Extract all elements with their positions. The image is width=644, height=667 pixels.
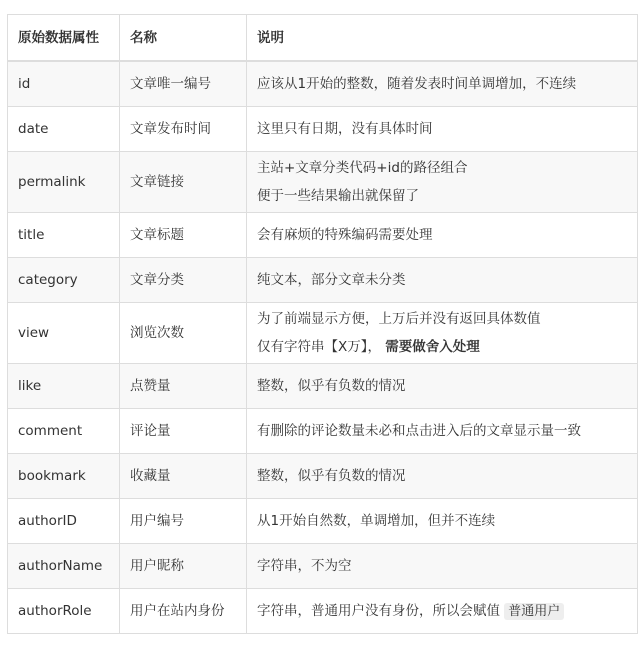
data-attributes-table-container	[7, 14, 637, 634]
table-row	[8, 258, 638, 303]
data-attributes-table	[7, 14, 638, 634]
cell-name: 点赞量	[120, 364, 247, 409]
desc-line	[257, 333, 627, 361]
cell-desc: 从1开始自然数，单调增加，但并不连续	[247, 499, 638, 544]
cell-name: 收藏量	[120, 454, 247, 499]
table-row	[8, 107, 638, 152]
cell-name: 文章分类	[120, 258, 247, 303]
cell-attr: view	[8, 303, 120, 364]
table-row	[8, 303, 638, 364]
cell-desc: 字符串，不为空	[247, 544, 638, 589]
header-attr: 原始数据属性	[8, 15, 120, 62]
table-row	[8, 61, 638, 107]
cell-desc	[247, 589, 638, 634]
table-row	[8, 409, 638, 454]
desc-line: 便于一些结果输出就保留了	[257, 188, 419, 204]
cell-desc	[247, 303, 638, 364]
cell-name: 文章链接	[120, 152, 247, 213]
cell-desc: 会有麻烦的特殊编码需要处理	[247, 213, 638, 258]
cell-attr: permalink	[8, 152, 120, 213]
cell-name: 文章唯一编号	[120, 61, 247, 107]
cell-name: 文章发布时间	[120, 107, 247, 152]
cell-name: 用户在站内身份	[120, 589, 247, 634]
desc-line: 主站+文章分类代码+id的路径组合	[257, 160, 468, 176]
cell-name: 用户编号	[120, 499, 247, 544]
cell-attr: id	[8, 61, 120, 107]
cell-desc: 这里只有日期，没有具体时间	[247, 107, 638, 152]
desc-bold-text: 需要做舍入处理	[385, 339, 480, 355]
cell-attr: date	[8, 107, 120, 152]
desc-plain-text: 字符串，普通用户没有身份，所以会赋值	[257, 602, 500, 619]
cell-desc: 整数，似乎有负数的情况	[247, 364, 638, 409]
cell-attr: category	[8, 258, 120, 303]
cell-name: 评论量	[120, 409, 247, 454]
cell-attr: bookmark	[8, 454, 120, 499]
desc-plain-text: 仅有字符串【X万】，	[257, 339, 381, 355]
cell-name: 浏览次数	[120, 303, 247, 364]
cell-desc: 纯文本，部分文章未分类	[247, 258, 638, 303]
cell-attr: authorRole	[8, 589, 120, 634]
cell-desc: 应该从1开始的整数，随着发表时间单调增加，不连续	[247, 61, 638, 107]
table-row	[8, 589, 638, 634]
header-name: 名称	[120, 15, 247, 62]
table-row	[8, 544, 638, 589]
cell-attr: authorID	[8, 499, 120, 544]
inline-code: 普通用户	[504, 603, 564, 620]
header-desc: 说明	[247, 15, 638, 62]
table-row	[8, 152, 638, 213]
cell-desc: 整数，似乎有负数的情况	[247, 454, 638, 499]
cell-desc: 有删除的评论数量未必和点击进入后的文章显示量一致	[247, 409, 638, 454]
cell-attr: like	[8, 364, 120, 409]
cell-name: 文章标题	[120, 213, 247, 258]
cell-name: 用户昵称	[120, 544, 247, 589]
cell-attr: authorName	[8, 544, 120, 589]
cell-attr: comment	[8, 409, 120, 454]
cell-attr: title	[8, 213, 120, 258]
table-row	[8, 499, 638, 544]
cell-desc	[247, 152, 638, 213]
table-row	[8, 454, 638, 499]
table-row	[8, 213, 638, 258]
table-row	[8, 364, 638, 409]
table-header-row	[8, 15, 638, 62]
desc-line: 为了前端显示方便，上万后并没有返回具体数值	[257, 311, 541, 327]
